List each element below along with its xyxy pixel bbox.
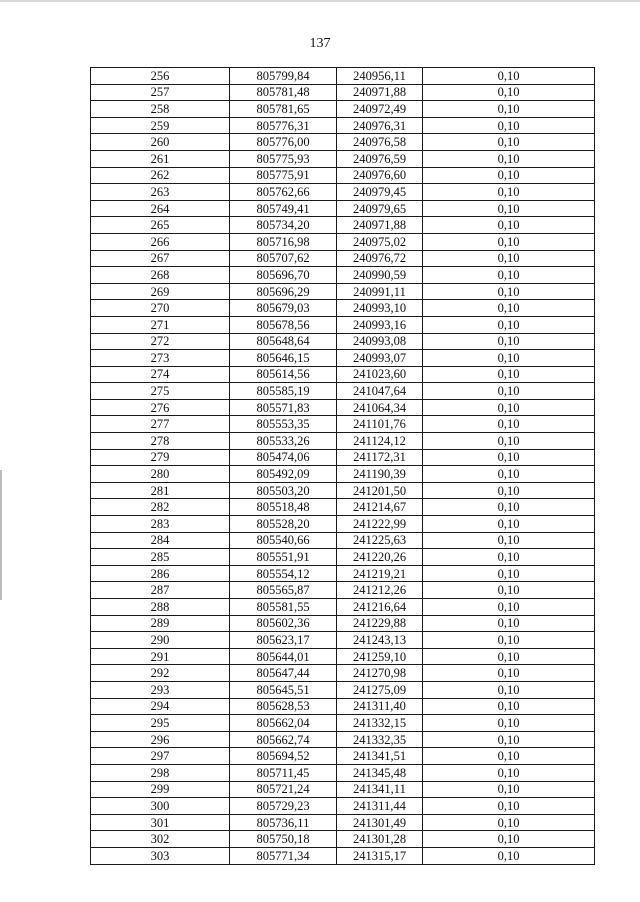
accuracy-cell: 0,10 [423, 350, 595, 367]
x-coordinate-cell: 805749,41 [230, 200, 337, 217]
table-row [91, 565, 595, 582]
y-coordinate-cell: 241220,26 [337, 549, 423, 566]
table-row [91, 715, 595, 732]
table-row [91, 267, 595, 284]
y-coordinate-cell: 241311,40 [337, 698, 423, 715]
table-row [91, 798, 595, 815]
x-coordinate-cell: 805646,15 [230, 350, 337, 367]
accuracy-cell: 0,10 [423, 283, 595, 300]
y-coordinate-cell: 240993,16 [337, 316, 423, 333]
x-coordinate-cell: 805581,55 [230, 599, 337, 616]
x-coordinate-cell: 805474,06 [230, 449, 337, 466]
point-number-cell: 284 [91, 532, 230, 549]
x-coordinate-cell: 805623,17 [230, 632, 337, 649]
y-coordinate-cell: 241332,15 [337, 715, 423, 732]
x-coordinate-cell: 805750,18 [230, 831, 337, 848]
point-number-cell: 291 [91, 648, 230, 665]
y-coordinate-cell: 241214,67 [337, 499, 423, 516]
table-row [91, 200, 595, 217]
y-coordinate-cell: 241023,60 [337, 366, 423, 383]
y-coordinate-cell: 241345,48 [337, 764, 423, 781]
x-coordinate-cell: 805565,87 [230, 582, 337, 599]
page-number: 137 [309, 36, 331, 51]
accuracy-cell: 0,10 [423, 615, 595, 632]
accuracy-cell: 0,10 [423, 433, 595, 450]
y-coordinate-cell: 241259,10 [337, 648, 423, 665]
accuracy-cell: 0,10 [423, 482, 595, 499]
x-coordinate-cell: 805775,91 [230, 167, 337, 184]
accuracy-cell: 0,10 [423, 117, 595, 134]
accuracy-cell: 0,10 [423, 267, 595, 284]
accuracy-cell: 0,10 [423, 134, 595, 151]
y-coordinate-cell: 240971,88 [337, 84, 423, 101]
point-number-cell: 295 [91, 715, 230, 732]
accuracy-cell: 0,10 [423, 416, 595, 433]
accuracy-cell: 0,10 [423, 516, 595, 533]
point-number-cell: 298 [91, 764, 230, 781]
point-number-cell: 301 [91, 814, 230, 831]
accuracy-cell: 0,10 [423, 316, 595, 333]
accuracy-cell: 0,10 [423, 300, 595, 317]
table-row [91, 217, 595, 234]
table-row [91, 150, 595, 167]
table-row [91, 582, 595, 599]
table-row [91, 549, 595, 566]
point-number-cell: 268 [91, 267, 230, 284]
x-coordinate-cell: 805716,98 [230, 233, 337, 250]
y-coordinate-cell: 241047,64 [337, 383, 423, 400]
point-number-cell: 297 [91, 748, 230, 765]
point-number-cell: 285 [91, 549, 230, 566]
accuracy-cell: 0,10 [423, 150, 595, 167]
accuracy-cell: 0,10 [423, 731, 595, 748]
x-coordinate-cell: 805781,48 [230, 84, 337, 101]
y-coordinate-cell: 240991,11 [337, 283, 423, 300]
accuracy-cell: 0,10 [423, 167, 595, 184]
table-row [91, 681, 595, 698]
point-number-cell: 271 [91, 316, 230, 333]
table-row [91, 499, 595, 516]
table-row [91, 764, 595, 781]
accuracy-cell: 0,10 [423, 681, 595, 698]
accuracy-cell: 0,10 [423, 383, 595, 400]
x-coordinate-cell: 805678,56 [230, 316, 337, 333]
y-coordinate-cell: 240971,88 [337, 217, 423, 234]
x-coordinate-cell: 805554,12 [230, 565, 337, 582]
x-coordinate-cell: 805662,04 [230, 715, 337, 732]
y-coordinate-cell: 240976,60 [337, 167, 423, 184]
point-number-cell: 289 [91, 615, 230, 632]
accuracy-cell: 0,10 [423, 217, 595, 234]
accuracy-cell: 0,10 [423, 582, 595, 599]
accuracy-cell: 0,10 [423, 764, 595, 781]
accuracy-cell: 0,10 [423, 565, 595, 582]
point-number-cell: 283 [91, 516, 230, 533]
y-coordinate-cell: 241216,64 [337, 599, 423, 616]
point-number-cell: 277 [91, 416, 230, 433]
accuracy-cell: 0,10 [423, 847, 595, 864]
table-row [91, 466, 595, 483]
point-number-cell: 300 [91, 798, 230, 815]
x-coordinate-cell: 805645,51 [230, 681, 337, 698]
x-coordinate-cell: 805540,66 [230, 532, 337, 549]
x-coordinate-cell: 805518,48 [230, 499, 337, 516]
point-number-cell: 276 [91, 399, 230, 416]
accuracy-cell: 0,10 [423, 499, 595, 516]
point-number-cell: 302 [91, 831, 230, 848]
table-row [91, 847, 595, 864]
table-row [91, 632, 595, 649]
point-number-cell: 269 [91, 283, 230, 300]
x-coordinate-cell: 805696,29 [230, 283, 337, 300]
y-coordinate-cell: 240993,07 [337, 350, 423, 367]
accuracy-cell: 0,10 [423, 632, 595, 649]
point-number-cell: 290 [91, 632, 230, 649]
accuracy-cell: 0,10 [423, 366, 595, 383]
point-number-cell: 259 [91, 117, 230, 134]
point-number-cell: 273 [91, 350, 230, 367]
y-coordinate-cell: 240976,31 [337, 117, 423, 134]
x-coordinate-cell: 805614,56 [230, 366, 337, 383]
table-row [91, 731, 595, 748]
x-coordinate-cell: 805711,45 [230, 764, 337, 781]
point-number-cell: 292 [91, 665, 230, 682]
x-coordinate-cell: 805648,64 [230, 333, 337, 350]
y-coordinate-cell: 240979,65 [337, 200, 423, 217]
accuracy-cell: 0,10 [423, 665, 595, 682]
x-coordinate-cell: 805696,70 [230, 267, 337, 284]
y-coordinate-cell: 240993,10 [337, 300, 423, 317]
table-row [91, 250, 595, 267]
y-coordinate-cell: 241243,13 [337, 632, 423, 649]
x-coordinate-cell: 805571,83 [230, 399, 337, 416]
table-row [91, 781, 595, 798]
point-number-cell: 272 [91, 333, 230, 350]
accuracy-cell: 0,10 [423, 184, 595, 201]
table-row [91, 101, 595, 118]
table-row [91, 648, 595, 665]
table-row [91, 831, 595, 848]
point-number-cell: 293 [91, 681, 230, 698]
x-coordinate-cell: 805799,84 [230, 68, 337, 85]
coordinates-table-body [91, 68, 595, 865]
accuracy-cell: 0,10 [423, 333, 595, 350]
table-row [91, 134, 595, 151]
accuracy-cell: 0,10 [423, 466, 595, 483]
accuracy-cell: 0,10 [423, 233, 595, 250]
x-coordinate-cell: 805707,62 [230, 250, 337, 267]
accuracy-cell: 0,10 [423, 831, 595, 848]
accuracy-cell: 0,10 [423, 250, 595, 267]
point-number-cell: 264 [91, 200, 230, 217]
y-coordinate-cell: 241101,76 [337, 416, 423, 433]
table-row [91, 316, 595, 333]
point-number-cell: 296 [91, 731, 230, 748]
y-coordinate-cell: 241341,51 [337, 748, 423, 765]
table-row [91, 599, 595, 616]
table-row [91, 814, 595, 831]
accuracy-cell: 0,10 [423, 814, 595, 831]
accuracy-cell: 0,10 [423, 715, 595, 732]
x-coordinate-cell: 805644,01 [230, 648, 337, 665]
point-number-cell: 294 [91, 698, 230, 715]
y-coordinate-cell: 241301,28 [337, 831, 423, 848]
point-number-cell: 287 [91, 582, 230, 599]
table-row [91, 399, 595, 416]
point-number-cell: 261 [91, 150, 230, 167]
x-coordinate-cell: 805533,26 [230, 433, 337, 450]
y-coordinate-cell: 241172,31 [337, 449, 423, 466]
y-coordinate-cell: 240956,11 [337, 68, 423, 85]
table-row [91, 233, 595, 250]
point-number-cell: 260 [91, 134, 230, 151]
x-coordinate-cell: 805553,35 [230, 416, 337, 433]
table-row [91, 449, 595, 466]
y-coordinate-cell: 241201,50 [337, 482, 423, 499]
point-number-cell: 275 [91, 383, 230, 400]
point-number-cell: 299 [91, 781, 230, 798]
point-number-cell: 303 [91, 847, 230, 864]
coordinates-table [90, 67, 595, 865]
point-number-cell: 265 [91, 217, 230, 234]
table-row [91, 698, 595, 715]
accuracy-cell: 0,10 [423, 748, 595, 765]
scan-edge-left [0, 470, 2, 600]
accuracy-cell: 0,10 [423, 84, 595, 101]
x-coordinate-cell: 805734,20 [230, 217, 337, 234]
point-number-cell: 267 [91, 250, 230, 267]
y-coordinate-cell: 241124,12 [337, 433, 423, 450]
table-row [91, 167, 595, 184]
y-coordinate-cell: 240975,02 [337, 233, 423, 250]
y-coordinate-cell: 241275,09 [337, 681, 423, 698]
x-coordinate-cell: 805662,74 [230, 731, 337, 748]
point-number-cell: 286 [91, 565, 230, 582]
x-coordinate-cell: 805781,65 [230, 101, 337, 118]
table-row [91, 383, 595, 400]
y-coordinate-cell: 240976,59 [337, 150, 423, 167]
x-coordinate-cell: 805551,91 [230, 549, 337, 566]
x-coordinate-cell: 805602,36 [230, 615, 337, 632]
y-coordinate-cell: 241190,39 [337, 466, 423, 483]
x-coordinate-cell: 805729,23 [230, 798, 337, 815]
table-row [91, 433, 595, 450]
x-coordinate-cell: 805762,66 [230, 184, 337, 201]
x-coordinate-cell: 805503,20 [230, 482, 337, 499]
point-number-cell: 274 [91, 366, 230, 383]
table-row [91, 350, 595, 367]
point-number-cell: 256 [91, 68, 230, 85]
y-coordinate-cell: 241225,63 [337, 532, 423, 549]
accuracy-cell: 0,10 [423, 101, 595, 118]
point-number-cell: 257 [91, 84, 230, 101]
y-coordinate-cell: 240990,59 [337, 267, 423, 284]
y-coordinate-cell: 240976,72 [337, 250, 423, 267]
point-number-cell: 266 [91, 233, 230, 250]
y-coordinate-cell: 241222,99 [337, 516, 423, 533]
accuracy-cell: 0,10 [423, 798, 595, 815]
y-coordinate-cell: 241301,49 [337, 814, 423, 831]
table-row [91, 184, 595, 201]
y-coordinate-cell: 241341,11 [337, 781, 423, 798]
table-row [91, 300, 595, 317]
table-row [91, 333, 595, 350]
y-coordinate-cell: 240979,45 [337, 184, 423, 201]
table-row [91, 68, 595, 85]
x-coordinate-cell: 805776,00 [230, 134, 337, 151]
x-coordinate-cell: 805585,19 [230, 383, 337, 400]
x-coordinate-cell: 805647,44 [230, 665, 337, 682]
x-coordinate-cell: 805528,20 [230, 516, 337, 533]
x-coordinate-cell: 805775,93 [230, 150, 337, 167]
point-number-cell: 288 [91, 599, 230, 616]
accuracy-cell: 0,10 [423, 200, 595, 217]
x-coordinate-cell: 805492,09 [230, 466, 337, 483]
x-coordinate-cell: 805694,52 [230, 748, 337, 765]
point-number-cell: 270 [91, 300, 230, 317]
accuracy-cell: 0,10 [423, 532, 595, 549]
y-coordinate-cell: 241219,21 [337, 565, 423, 582]
table-row [91, 532, 595, 549]
table-row [91, 516, 595, 533]
accuracy-cell: 0,10 [423, 68, 595, 85]
point-number-cell: 263 [91, 184, 230, 201]
scan-edge-top [0, 0, 640, 2]
table-row [91, 283, 595, 300]
y-coordinate-cell: 241332,35 [337, 731, 423, 748]
y-coordinate-cell: 241064,34 [337, 399, 423, 416]
point-number-cell: 258 [91, 101, 230, 118]
point-number-cell: 279 [91, 449, 230, 466]
accuracy-cell: 0,10 [423, 648, 595, 665]
point-number-cell: 278 [91, 433, 230, 450]
point-number-cell: 282 [91, 499, 230, 516]
accuracy-cell: 0,10 [423, 698, 595, 715]
y-coordinate-cell: 240993,08 [337, 333, 423, 350]
y-coordinate-cell: 240972,49 [337, 101, 423, 118]
accuracy-cell: 0,10 [423, 549, 595, 566]
point-number-cell: 262 [91, 167, 230, 184]
point-number-cell: 280 [91, 466, 230, 483]
x-coordinate-cell: 805736,11 [230, 814, 337, 831]
table-row [91, 615, 595, 632]
accuracy-cell: 0,10 [423, 781, 595, 798]
table-row [91, 748, 595, 765]
x-coordinate-cell: 805771,34 [230, 847, 337, 864]
y-coordinate-cell: 241311,44 [337, 798, 423, 815]
accuracy-cell: 0,10 [423, 449, 595, 466]
table-row [91, 482, 595, 499]
y-coordinate-cell: 240976,58 [337, 134, 423, 151]
x-coordinate-cell: 805679,03 [230, 300, 337, 317]
y-coordinate-cell: 241212,26 [337, 582, 423, 599]
table-row [91, 84, 595, 101]
table-row [91, 416, 595, 433]
x-coordinate-cell: 805628,53 [230, 698, 337, 715]
accuracy-cell: 0,10 [423, 599, 595, 616]
point-number-cell: 281 [91, 482, 230, 499]
accuracy-cell: 0,10 [423, 399, 595, 416]
table-row [91, 665, 595, 682]
y-coordinate-cell: 241229,88 [337, 615, 423, 632]
table-row [91, 117, 595, 134]
x-coordinate-cell: 805776,31 [230, 117, 337, 134]
table-row [91, 366, 595, 383]
y-coordinate-cell: 241270,98 [337, 665, 423, 682]
y-coordinate-cell: 241315,17 [337, 847, 423, 864]
x-coordinate-cell: 805721,24 [230, 781, 337, 798]
